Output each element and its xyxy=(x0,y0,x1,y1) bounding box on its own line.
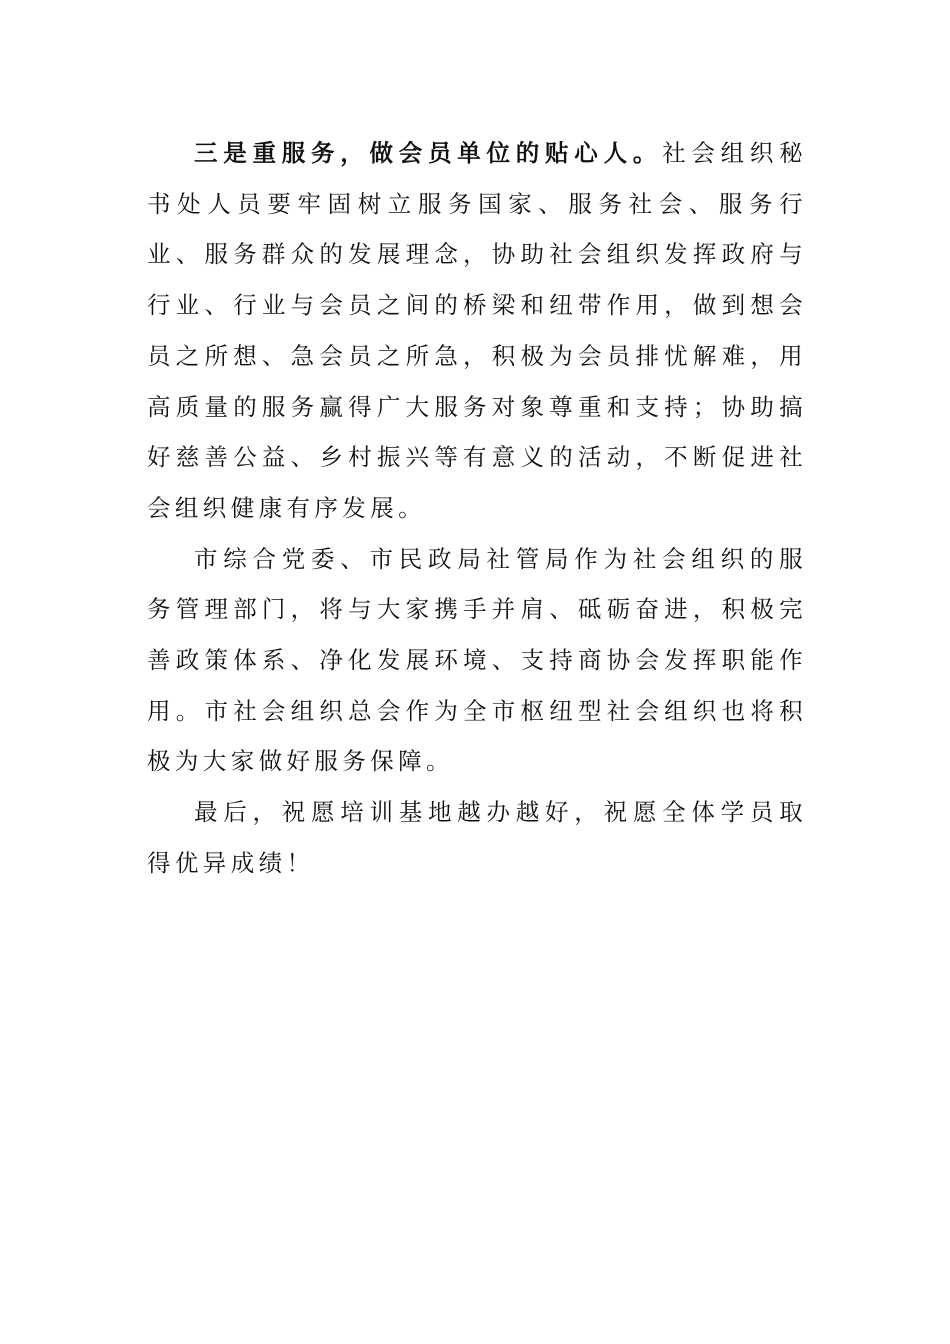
paragraph-commitment xyxy=(147,534,807,788)
paragraph-lead-heading: 三是重服务，做会员单位的贴心人。 xyxy=(194,139,663,167)
paragraph-body-text: 最后，祝愿培训基地越办越好，祝愿全体学员取得优异成绩！ xyxy=(147,798,807,877)
paragraph-body-text: 市综合党委、市民政局社管局作为社会组织的服务管理部门，将与大家携手并肩、砥砺奋进，积极完善政策体系、净化发展环境、支持商协会发挥职能作用。市社会组织总会作为全市枢纽型社会组织也将积极为大家做好服务保障。 xyxy=(147,544,807,776)
paragraph-closing-wishes xyxy=(147,787,807,888)
document-body xyxy=(147,128,807,889)
paragraph-body-text: 社会组织秘书处人员要牢固树立服务国家、服务社会、服务行业、服务群众的发展理念，协助社会组织发挥政府与行业、行业与会员之间的桥梁和纽带作用，做到想会员之所想、急会员之所急，积极为会员排忧解难，用高质量的服务赢得广大服务对象尊重和支持；协助搞好慈善公益、乡村振兴等有意义的活动，不断促进社会组织健康有序发展。 xyxy=(147,139,807,522)
paragraph-service xyxy=(147,128,807,534)
